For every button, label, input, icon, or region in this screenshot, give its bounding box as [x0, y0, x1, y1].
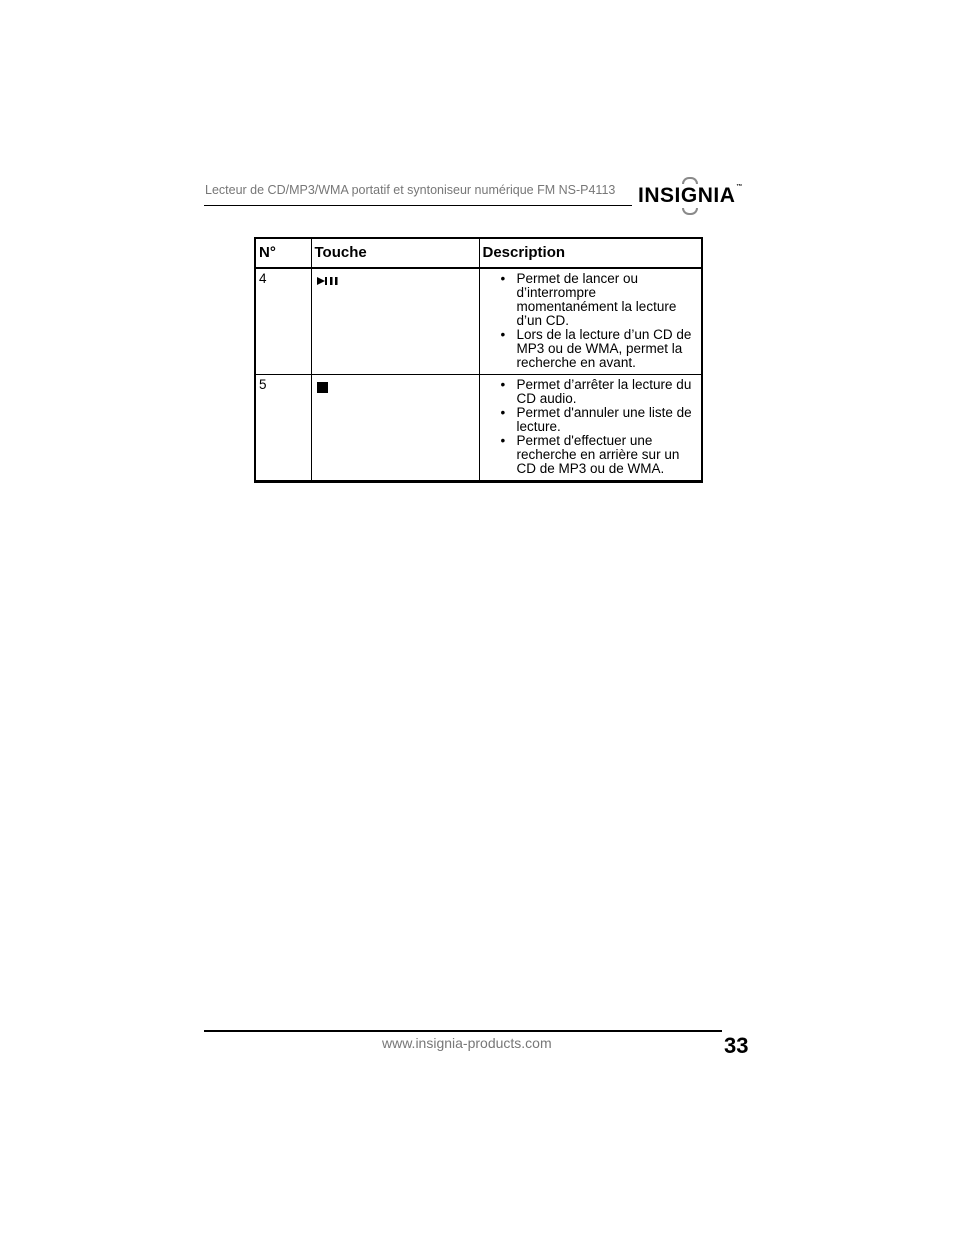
row-description-cell — [479, 268, 702, 375]
logo-g-letter: G — [681, 184, 698, 208]
row-number: 4 — [255, 268, 311, 375]
description-item: • Permet d'annuler une liste de lecture. — [517, 406, 699, 434]
footer-divider — [204, 1030, 722, 1032]
description-list — [483, 378, 699, 476]
row-number: 5 — [255, 375, 311, 482]
logo-ring-top — [682, 177, 698, 184]
column-header-description: Description — [479, 238, 702, 268]
description-list — [483, 272, 699, 370]
row-key-cell — [311, 375, 479, 482]
table-row — [255, 268, 702, 375]
page-number: 33 — [724, 1033, 749, 1058]
logo-trademark: ™ — [736, 184, 743, 190]
description-item: • Permet d’arrêter la lecture du CD audio. — [517, 378, 699, 406]
column-header-key: Touche — [311, 238, 479, 268]
row-key-cell — [311, 268, 479, 375]
footer-url: www.insignia-products.com — [382, 1035, 552, 1051]
keys-table — [254, 237, 703, 483]
stop-icon — [317, 381, 329, 396]
table-header-row — [255, 238, 702, 268]
column-header-number: N° — [255, 238, 311, 268]
description-item: • Lors de la lecture d’un CD de MP3 ou de WMA, permet la recherche en avant. — [517, 328, 699, 370]
description-item: • Permet de lancer ou d’interrompre momentanément la lecture d’un CD. — [517, 272, 699, 328]
logo-ring-bottom — [682, 208, 698, 215]
header-divider — [204, 205, 632, 206]
description-item: • Permet d'effectuer une recherche en arrière sur un CD de MP3 ou de WMA. — [517, 434, 699, 476]
insignia-logo — [638, 184, 743, 208]
logo-text-end: NIA — [697, 184, 736, 207]
play-pause-icon — [317, 275, 341, 289]
row-description-cell — [479, 375, 702, 482]
document-header-title: Lecteur de CD/MP3/WMA portatif et syntoniseur numérique FM NS-P4113 — [205, 183, 616, 197]
logo-text-start: INSI — [638, 184, 681, 207]
table-row — [255, 375, 702, 482]
